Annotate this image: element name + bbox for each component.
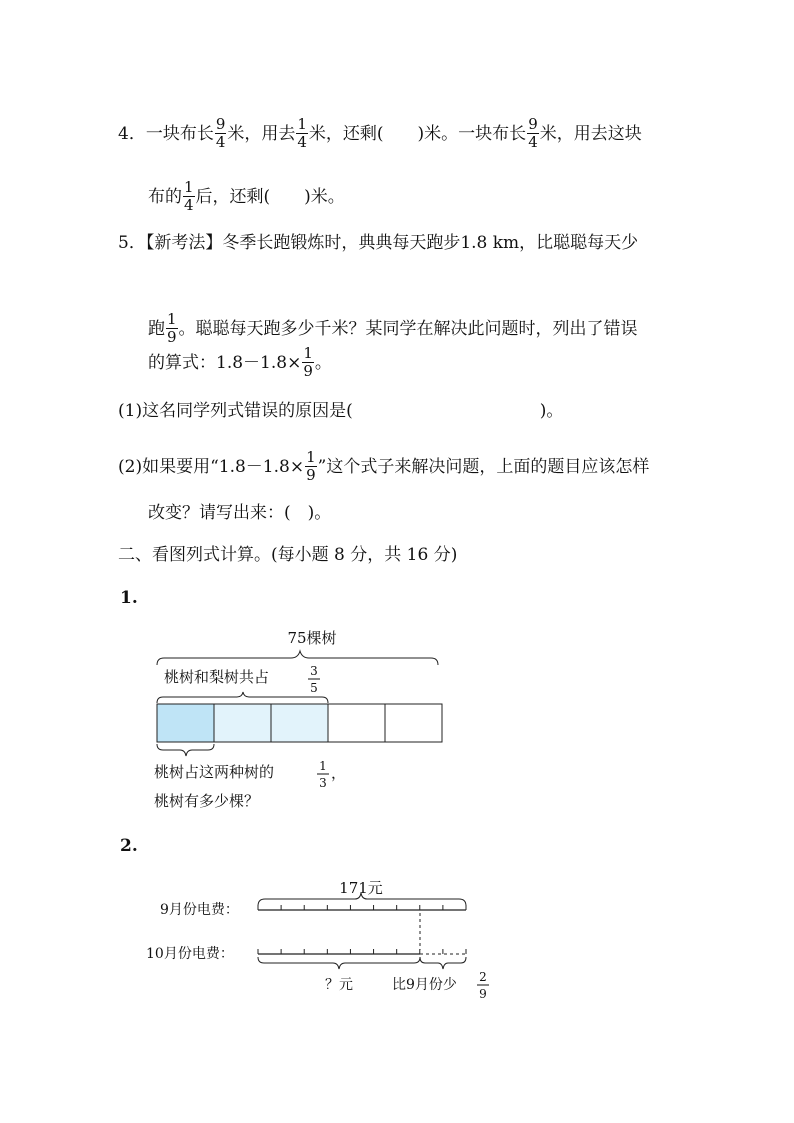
q4-line1: 4．一块布长 $\frac{9}{4}$ 米，用去 $\frac{1}{4}$ 米，还剩( )米。一块布长 $\frac{9}{4}$ 米，用去这块	[118, 115, 642, 151]
segment-other-2	[385, 704, 442, 742]
electricity-diagram	[146, 879, 489, 1001]
share-label: 桃树和梨树共占	[164, 668, 270, 686]
peach-label: 桃树占这两种树的	[154, 763, 275, 781]
share-num: 3	[310, 664, 318, 678]
share-den: 5	[310, 681, 318, 695]
q4-number: 4．	[118, 124, 146, 144]
total-cost-brace	[258, 893, 466, 906]
fraction: $\frac{1}{9}$	[167, 310, 177, 346]
segment-peach	[157, 704, 214, 742]
fraction: $\frac{1}{9}$	[306, 448, 316, 484]
total-trees-label: 75棵树	[287, 629, 337, 647]
unknown-brace	[258, 957, 420, 969]
q5-sub1: (1)这名同学列式错误的原因是( )。	[118, 401, 564, 421]
less-brace	[420, 957, 466, 969]
section-title: 二、看图列式计算。(每小题 8 分，共 16 分)	[118, 545, 458, 565]
fraction: $\frac{1}{9}$	[303, 344, 313, 380]
q4-line2: 布的 $\frac{1}{4}$ 后，还剩( )米。	[148, 178, 345, 214]
q5-line2: 跑 $\frac{1}{9}$ 。聪聪每天跑多少千米？某同学在解决此问题时，列出了错误	[148, 310, 638, 346]
q5-line3: 的算式：1.8－1.8× $\frac{1}{9}$ 。	[148, 344, 332, 380]
unknown-label: ？元	[325, 977, 353, 993]
share-brace	[157, 692, 328, 703]
peach-den: 3	[319, 776, 327, 790]
less-label: 比9月份少	[392, 977, 457, 993]
peach-comma: ，	[331, 764, 347, 782]
problem-2-number: 2.	[120, 836, 138, 856]
fraction: $\frac{1}{4}$	[184, 178, 194, 214]
total-brace	[157, 651, 438, 665]
fraction: $\frac{9}{4}$	[215, 115, 226, 151]
less-num: 2	[479, 970, 487, 984]
segment-pear-1	[214, 704, 271, 742]
tree-diagram	[154, 629, 442, 810]
fraction: $\frac{9}{4}$	[528, 115, 538, 151]
question-label: 桃树有多少棵？	[154, 792, 260, 810]
q5-line1: 5．【新考法】冬季长跑锻炼时，典典每天跑步1.8 km，比聪聪每天少	[118, 233, 639, 253]
sep-label: 9月份电费：	[160, 902, 239, 918]
less-den: 9	[479, 987, 487, 1001]
peach-num: 1	[319, 759, 327, 773]
oct-ticks	[258, 949, 466, 954]
total-cost-label: 171元	[339, 879, 383, 897]
problem-1-number: 1.	[120, 588, 138, 608]
segment-other-1	[328, 704, 385, 742]
oct-label: 10月份电费：	[146, 946, 234, 962]
peach-brace	[157, 744, 214, 756]
segment-pear-2	[271, 704, 328, 742]
fraction: $\frac{1}{4}$	[297, 115, 307, 151]
sep-ticks	[258, 905, 466, 910]
q5-sub2-cont: 改变？请写出来：( )。	[148, 503, 332, 523]
q5-sub2: (2)如果要用“1.8－1.8× $\frac{1}{9}$ ”这个式子来解决问题，上面的题目应该怎样	[118, 448, 650, 484]
